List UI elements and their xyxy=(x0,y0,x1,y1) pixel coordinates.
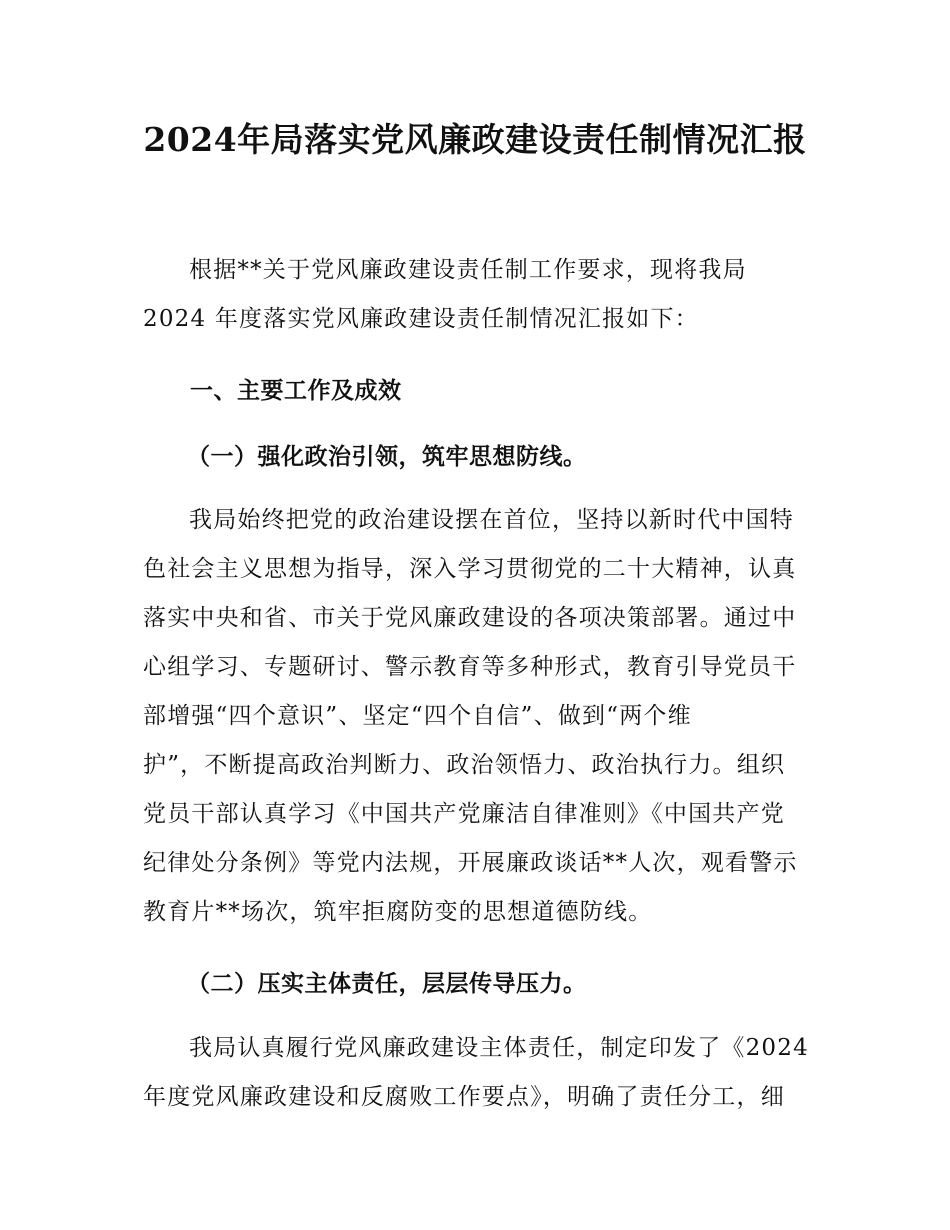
paragraph-line: 护”，不断提高政治判断力、政治领悟力、政治执行力。组织 xyxy=(143,752,786,778)
intro-line: 2024 年度落实党风廉政建设责任制情况汇报如下： xyxy=(143,306,699,332)
paragraph-line: 心组学习、专题研讨、警示教育等多种形式，教育引导党员干 xyxy=(143,654,797,680)
paragraph-line: 部增强“四个意识”、坚定“四个自信”、做到“两个维 xyxy=(143,703,692,729)
subsection-heading-main-responsibility: （二）压实主体责任，层层传导压力。 xyxy=(187,971,587,997)
paragraph-political-guidance xyxy=(143,496,813,937)
intro-paragraph xyxy=(143,246,813,344)
paragraph-main-responsibility xyxy=(143,1024,813,1122)
paragraph-line: 落实中央和省、市关于党风廉政建设的各项决策部署。通过中 xyxy=(143,605,797,631)
paragraph-line: 我局始终把党的政治建设摆在首位，坚持以新时代中国特 xyxy=(189,507,794,533)
paragraph-line: 我局认真履行党风廉政建设主体责任，制定印发了《2024 xyxy=(189,1035,809,1061)
document-title: 2024年局落实党风廉政建设责任制情况汇报 xyxy=(143,120,807,159)
paragraph-line: 纪律处分条例》等党内法规，开展廉政谈话**人次，观看警示 xyxy=(143,850,798,876)
paragraph-line: 党员干部认真学习《中国共产党廉洁自律准则》《中国共产党 xyxy=(143,801,785,827)
paragraph-line: 年度党风廉政建设和反腐败工作要点》，明确了责任分工，细 xyxy=(143,1084,785,1110)
paragraph-line: 色社会主义思想为指导，深入学习贯彻党的二十大精神，认真 xyxy=(143,556,797,582)
intro-line: 根据**关于党风廉政建设责任制工作要求，现将我局 xyxy=(189,257,747,283)
subsection-heading-political-guidance: （一）强化政治引领，筑牢思想防线。 xyxy=(187,444,587,470)
section-heading-main-work: 一、主要工作及成效 xyxy=(190,378,402,404)
paragraph-line: 教育片**场次，筑牢拒腐防变的思想道德防线。 xyxy=(143,899,653,925)
